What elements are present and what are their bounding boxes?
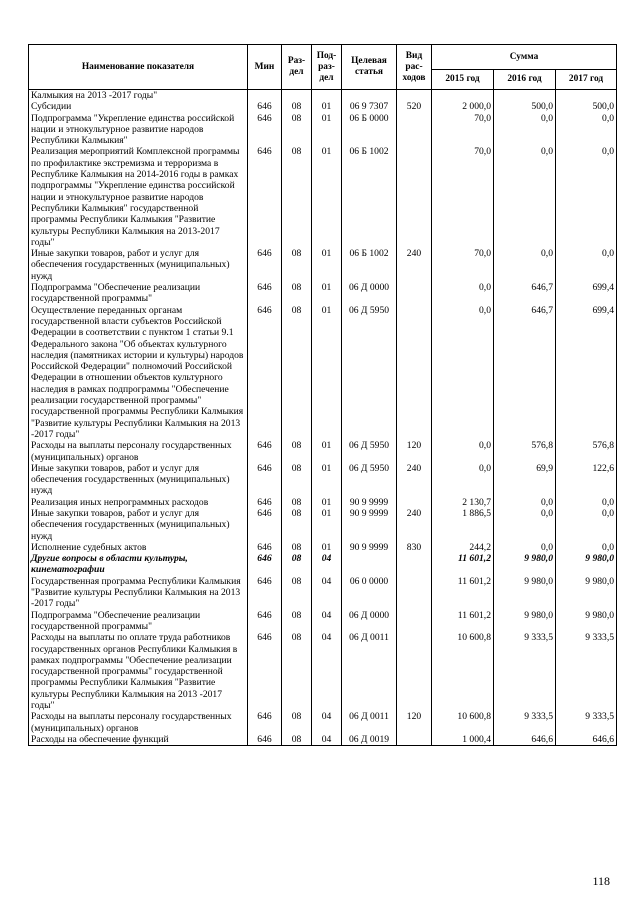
- table-row: [29, 576, 617, 610]
- row-vid: [397, 553, 432, 576]
- row-sum-2016: 0,0: [494, 146, 556, 248]
- header-podrazdel: Под- раз- дел: [312, 45, 342, 90]
- row-sum-2017: 9 333,5: [556, 632, 617, 711]
- budget-table: [28, 44, 617, 746]
- header-min: Мин: [248, 45, 282, 90]
- row-sum-2015: 70,0: [432, 248, 494, 282]
- row-min: 646: [248, 711, 282, 734]
- row-vid: 520: [397, 101, 432, 112]
- row-podrazdel: 04: [312, 553, 342, 576]
- table-row: [29, 101, 617, 112]
- row-sum-2016: 69,9: [494, 463, 556, 497]
- row-min: 646: [248, 576, 282, 610]
- row-sum-2016: 9 980,0: [494, 576, 556, 610]
- row-sum-2017: 9 980,0: [556, 576, 617, 610]
- row-name: Другие вопросы в области культуры, кинематографии: [29, 553, 248, 576]
- row-name: Иные закупки товаров, работ и услуг для обеспечения государственных (муниципальных) нужд: [29, 508, 248, 542]
- row-name: Субсидии: [29, 101, 248, 112]
- row-name: Государственная программа Республики Калмыкия "Развитие культуры Республики Калмыкия на 2013 -2017 годы": [29, 576, 248, 610]
- row-sum-2015: 244,2: [432, 542, 494, 553]
- row-razdel: [282, 90, 312, 102]
- row-celevaya: 06 Б 1002: [342, 146, 397, 248]
- row-sum-2015: 2 130,7: [432, 497, 494, 508]
- row-podrazdel: 01: [312, 282, 342, 305]
- row-podrazdel: 01: [312, 542, 342, 553]
- table-header: [29, 45, 617, 90]
- row-sum-2016: 0,0: [494, 542, 556, 553]
- row-podrazdel: 01: [312, 113, 342, 147]
- row-min: 646: [248, 248, 282, 282]
- row-sum-2017: 0,0: [556, 497, 617, 508]
- row-sum-2017: 9 980,0: [556, 553, 617, 576]
- row-celevaya: 06 Д 5950: [342, 463, 397, 497]
- row-celevaya: 06 Д 0019: [342, 734, 397, 746]
- row-sum-2015: 10 600,8: [432, 632, 494, 711]
- row-sum-2017: 0,0: [556, 146, 617, 248]
- row-min: 646: [248, 463, 282, 497]
- row-name: Расходы на выплаты персоналу государственных (муниципальных) органов: [29, 711, 248, 734]
- row-name: Расходы на обеспечение функций: [29, 734, 248, 746]
- row-name: Подпрограмма "Укрепление единства российской нации и этнокультурное развитие народов Республики Калмыкия": [29, 113, 248, 147]
- row-razdel: 08: [282, 711, 312, 734]
- row-podrazdel: 04: [312, 734, 342, 746]
- row-vid: 240: [397, 248, 432, 282]
- row-podrazdel: 04: [312, 610, 342, 633]
- row-sum-2016: 9 980,0: [494, 553, 556, 576]
- row-min: 646: [248, 113, 282, 147]
- row-razdel: 08: [282, 101, 312, 112]
- row-vid: [397, 282, 432, 305]
- header-vid: Вид рас- ходов: [397, 45, 432, 90]
- row-min: 646: [248, 610, 282, 633]
- row-min: 646: [248, 101, 282, 112]
- row-sum-2017: 9 980,0: [556, 610, 617, 633]
- table-row: [29, 282, 617, 305]
- header-2015: 2015 год: [432, 70, 494, 90]
- row-sum-2015: 2 000,0: [432, 101, 494, 112]
- table-row: [29, 542, 617, 553]
- row-celevaya: 06 Д 0011: [342, 711, 397, 734]
- row-podrazdel: 01: [312, 440, 342, 463]
- row-sum-2016: [494, 90, 556, 102]
- row-celevaya: 90 9 9999: [342, 542, 397, 553]
- row-vid: [397, 734, 432, 746]
- row-podrazdel: 04: [312, 576, 342, 610]
- row-sum-2015: 0,0: [432, 440, 494, 463]
- row-razdel: 08: [282, 305, 312, 441]
- row-min: 646: [248, 305, 282, 441]
- row-sum-2015: 70,0: [432, 146, 494, 248]
- header-2017: 2017 год: [556, 70, 617, 90]
- table-row: [29, 305, 617, 441]
- table-row: [29, 90, 617, 102]
- table-body: [29, 90, 617, 746]
- row-min: 646: [248, 508, 282, 542]
- row-podrazdel: [312, 90, 342, 102]
- document-page: [28, 44, 616, 746]
- row-sum-2015: 0,0: [432, 282, 494, 305]
- row-min: 646: [248, 146, 282, 248]
- row-sum-2015: 70,0: [432, 113, 494, 147]
- row-celevaya: 90 9 9999: [342, 497, 397, 508]
- row-razdel: 08: [282, 542, 312, 553]
- row-sum-2016: 0,0: [494, 113, 556, 147]
- row-name: Калмыкия на 2013 -2017 годы": [29, 90, 248, 102]
- row-min: 646: [248, 497, 282, 508]
- table-row: [29, 440, 617, 463]
- row-sum-2015: 11 601,2: [432, 610, 494, 633]
- row-razdel: 08: [282, 508, 312, 542]
- table-row: [29, 553, 617, 576]
- row-min: 646: [248, 734, 282, 746]
- row-podrazdel: 04: [312, 711, 342, 734]
- row-sum-2017: 0,0: [556, 248, 617, 282]
- row-vid: 240: [397, 463, 432, 497]
- row-sum-2017: 500,0: [556, 101, 617, 112]
- row-sum-2016: 9 980,0: [494, 610, 556, 633]
- row-name: Исполнение судебных актов: [29, 542, 248, 553]
- row-celevaya: 06 0 0000: [342, 576, 397, 610]
- row-min: 646: [248, 632, 282, 711]
- row-sum-2015: 0,0: [432, 463, 494, 497]
- row-vid: [397, 576, 432, 610]
- row-name: Реализация мероприятий Комплексной программы по профилактике экстремизма и терроризма в Республике Калмыкия на 2014-2016 годы в рамках подпрограммы "Укрепление единства российской нации и этнокультурное развитие народов Республики Калмыкия" государственной программы Республики Калмыкия "Развитие культуры Республики Калмыкия на 2013-2017 годы": [29, 146, 248, 248]
- row-razdel: 08: [282, 113, 312, 147]
- row-sum-2015: 11 601,2: [432, 553, 494, 576]
- row-vid: 120: [397, 440, 432, 463]
- row-vid: [397, 90, 432, 102]
- row-sum-2016: 0,0: [494, 497, 556, 508]
- row-sum-2017: 122,6: [556, 463, 617, 497]
- row-sum-2017: [556, 90, 617, 102]
- row-sum-2016: 500,0: [494, 101, 556, 112]
- row-podrazdel: 04: [312, 632, 342, 711]
- table-row: [29, 610, 617, 633]
- table-row: [29, 146, 617, 248]
- row-celevaya: 06 Д 0000: [342, 282, 397, 305]
- row-sum-2017: 699,4: [556, 282, 617, 305]
- header-2016: 2016 год: [494, 70, 556, 90]
- row-sum-2016: 646,7: [494, 282, 556, 305]
- row-celevaya: 06 Б 0000: [342, 113, 397, 147]
- table-row: [29, 734, 617, 746]
- row-podrazdel: 01: [312, 463, 342, 497]
- row-name: Иные закупки товаров, работ и услуг для обеспечения государственных (муниципальных) нужд: [29, 463, 248, 497]
- row-razdel: 08: [282, 146, 312, 248]
- row-min: 646: [248, 440, 282, 463]
- row-sum-2016: 0,0: [494, 508, 556, 542]
- row-sum-2017: 0,0: [556, 542, 617, 553]
- row-min: [248, 90, 282, 102]
- row-sum-2017: 646,6: [556, 734, 617, 746]
- row-sum-2017: 0,0: [556, 113, 617, 147]
- row-celevaya: 06 Д 5950: [342, 305, 397, 441]
- row-celevaya: [342, 90, 397, 102]
- row-podrazdel: 01: [312, 305, 342, 441]
- table-row: [29, 248, 617, 282]
- row-sum-2017: 0,0: [556, 508, 617, 542]
- header-summa: Сумма: [432, 45, 617, 70]
- row-razdel: 08: [282, 734, 312, 746]
- row-vid: [397, 146, 432, 248]
- row-razdel: 08: [282, 576, 312, 610]
- row-razdel: 08: [282, 282, 312, 305]
- row-podrazdel: 01: [312, 146, 342, 248]
- row-name: Подпрограмма "Обеспечение реализации государственной программы": [29, 610, 248, 633]
- row-sum-2015: [432, 90, 494, 102]
- row-sum-2015: 11 601,2: [432, 576, 494, 610]
- row-podrazdel: 01: [312, 508, 342, 542]
- row-sum-2015: 10 600,8: [432, 711, 494, 734]
- row-vid: 830: [397, 542, 432, 553]
- row-sum-2016: 646,6: [494, 734, 556, 746]
- row-vid: [397, 497, 432, 508]
- row-name: Реализация иных непрограммных расходов: [29, 497, 248, 508]
- table-row: [29, 632, 617, 711]
- row-celevaya: 06 Д 5950: [342, 440, 397, 463]
- row-sum-2015: 0,0: [432, 305, 494, 441]
- row-celevaya: 06 Д 0011: [342, 632, 397, 711]
- row-celevaya: 06 Б 1002: [342, 248, 397, 282]
- row-razdel: 08: [282, 497, 312, 508]
- row-sum-2017: 9 333,5: [556, 711, 617, 734]
- row-name: Иные закупки товаров, работ и услуг для обеспечения государственных (муниципальных) нужд: [29, 248, 248, 282]
- table-row: [29, 113, 617, 147]
- row-sum-2016: 576,8: [494, 440, 556, 463]
- row-sum-2017: 576,8: [556, 440, 617, 463]
- row-podrazdel: 01: [312, 497, 342, 508]
- row-vid: 120: [397, 711, 432, 734]
- row-celevaya: 90 9 9999: [342, 508, 397, 542]
- row-sum-2017: 699,4: [556, 305, 617, 441]
- row-razdel: 08: [282, 553, 312, 576]
- row-name: Подпрограмма "Обеспечение реализации государственной программы": [29, 282, 248, 305]
- row-celevaya: [342, 553, 397, 576]
- row-razdel: 08: [282, 610, 312, 633]
- header-name: Наименование показателя: [29, 45, 248, 90]
- row-vid: [397, 632, 432, 711]
- header-razdel: Раз- дел: [282, 45, 312, 90]
- row-sum-2015: 1 886,5: [432, 508, 494, 542]
- table-row: [29, 711, 617, 734]
- row-min: 646: [248, 542, 282, 553]
- row-razdel: 08: [282, 632, 312, 711]
- table-row: [29, 508, 617, 542]
- row-sum-2015: 1 000,4: [432, 734, 494, 746]
- row-razdel: 08: [282, 440, 312, 463]
- row-vid: [397, 610, 432, 633]
- row-celevaya: 06 9 7307: [342, 101, 397, 112]
- row-vid: 240: [397, 508, 432, 542]
- row-min: 646: [248, 553, 282, 576]
- row-sum-2016: 0,0: [494, 248, 556, 282]
- row-name: Расходы на выплаты по оплате труда работников государственных органов Республики Калмыкия в рамках подпрограммы "Обеспечение реализации государственной программы" государственной программы Республики Калмыкия "Развитие культуры Республики Калмыкия на 2013 -2017 годы": [29, 632, 248, 711]
- row-celevaya: 06 Д 0000: [342, 610, 397, 633]
- row-vid: [397, 113, 432, 147]
- row-name: Осуществление переданных органам государственной власти субъектов Российской Федерации в соответствии с пунктом 1 статьи 9.1 Федерального закона "Об объектах культурного наследия (памятниках истории и культуры) народов Российской Федерации" полномочий Российской Федерации в отношении объектов культурного наследия в рамках подпрограммы "Обеспечение реализации государственной программы" государственной программы Республики Калмыкия "Развитие культуры Республики Калмыкия на 2013 -2017 годы": [29, 305, 248, 441]
- row-sum-2016: 646,7: [494, 305, 556, 441]
- header-celevaya: Целевая статья: [342, 45, 397, 90]
- row-razdel: 08: [282, 463, 312, 497]
- row-min: 646: [248, 282, 282, 305]
- row-sum-2016: 9 333,5: [494, 632, 556, 711]
- row-name: Расходы на выплаты персоналу государственных (муниципальных) органов: [29, 440, 248, 463]
- row-vid: [397, 305, 432, 441]
- row-podrazdel: 01: [312, 101, 342, 112]
- row-razdel: 08: [282, 248, 312, 282]
- row-podrazdel: 01: [312, 248, 342, 282]
- table-row: [29, 497, 617, 508]
- page-number: 118: [592, 874, 610, 888]
- table-row: [29, 463, 617, 497]
- row-sum-2016: 9 333,5: [494, 711, 556, 734]
